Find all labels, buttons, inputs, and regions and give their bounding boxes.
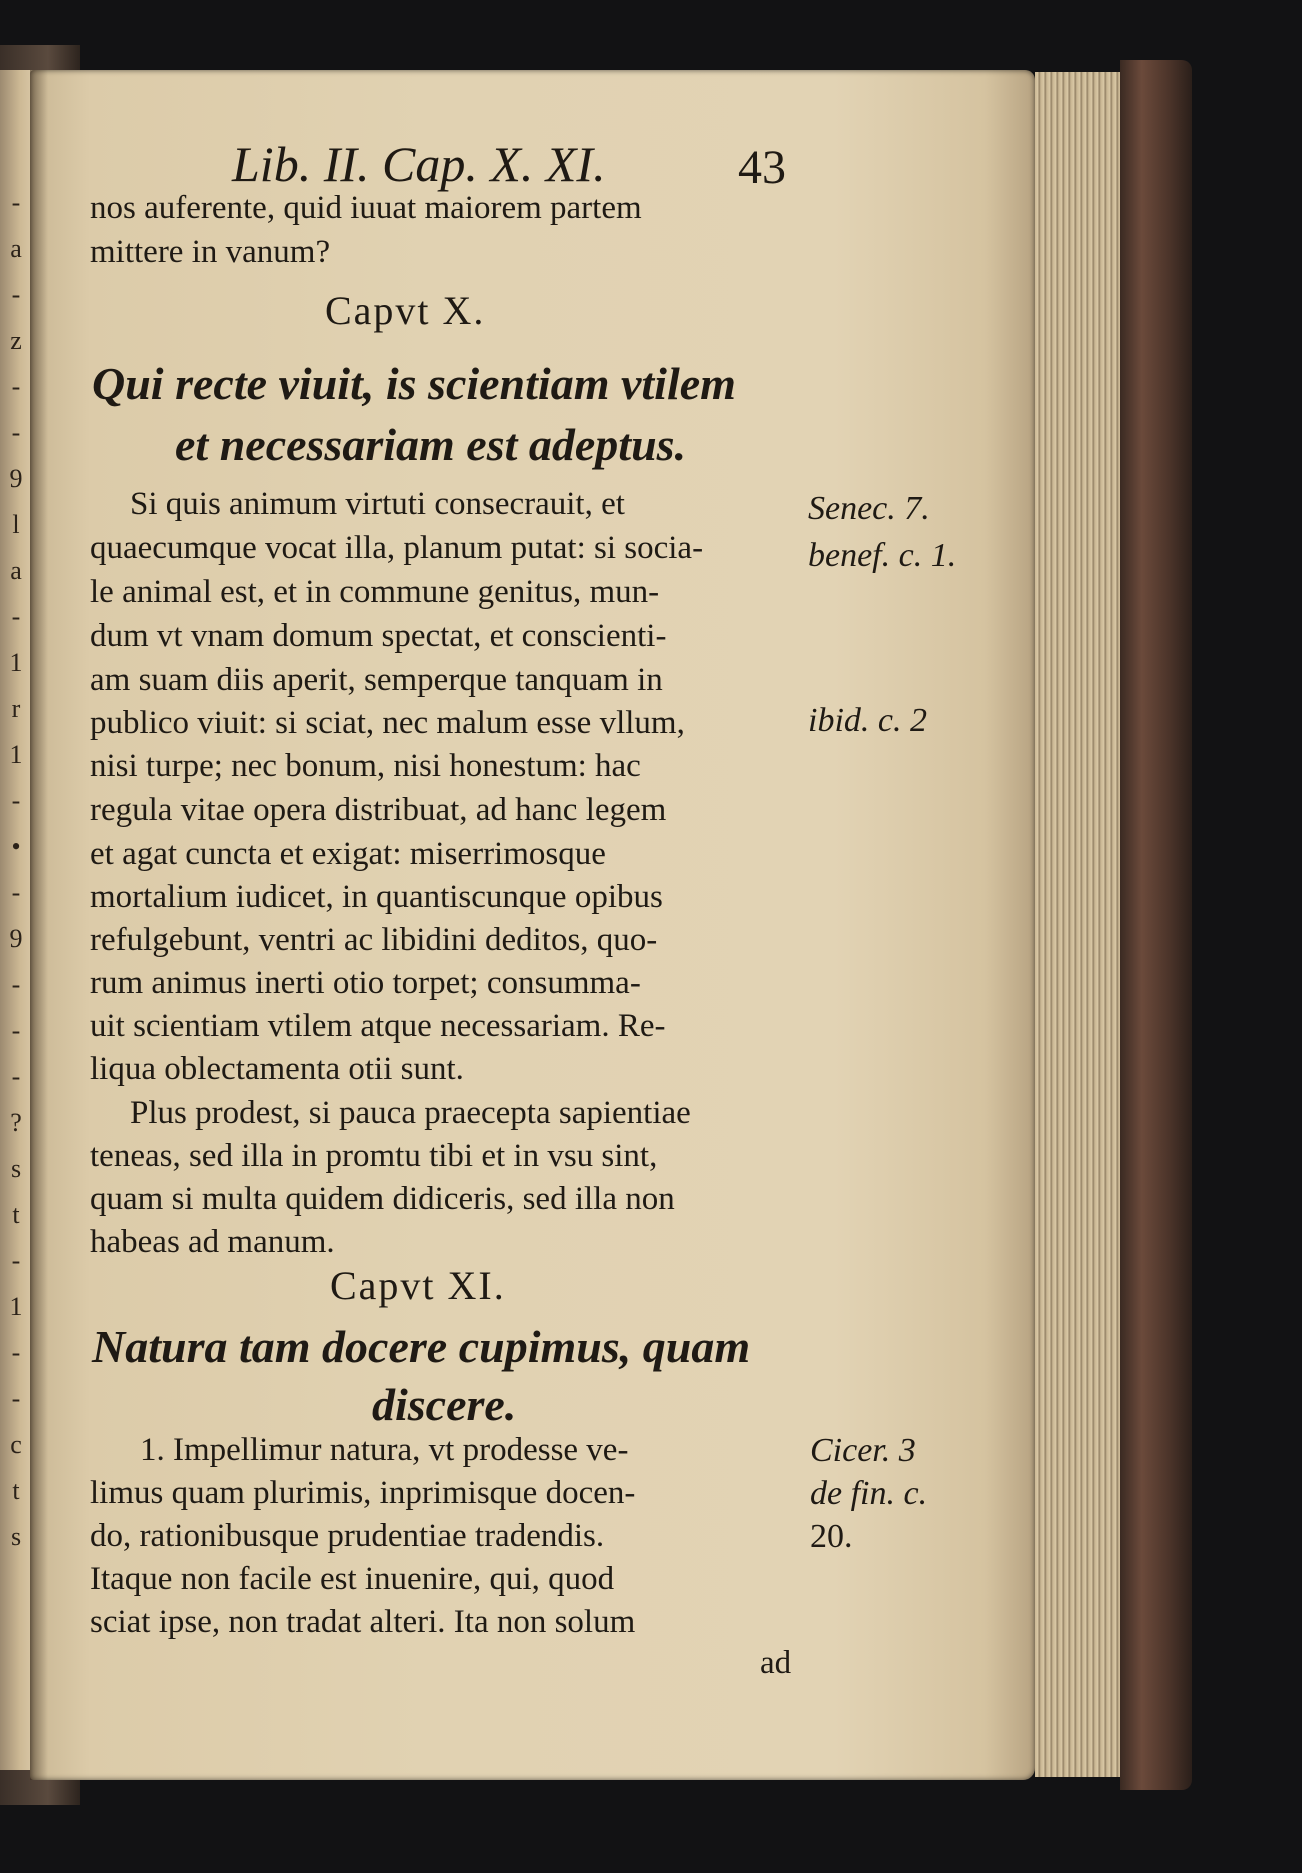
chapter-xi-heading: Capvt XI.: [330, 1263, 506, 1308]
text-line: limus quam plurimis, inprimisque docen-: [90, 1475, 636, 1511]
catchword: ad: [760, 1645, 792, 1681]
text-line: nisi turpe; nec bonum, nisi honestum: hac: [90, 748, 641, 784]
text-line: regula vitae opera distribuat, ad hanc legem: [90, 792, 667, 828]
previous-page-glyph: 9: [9, 464, 23, 493]
chapter-xi-title-line: discere.: [372, 1379, 517, 1430]
previous-page-glyph: l: [12, 510, 20, 539]
text-line: sciat ipse, non tradat alteri. Ita non solum: [90, 1604, 636, 1640]
text-line: do, rationibusque prudentiae tradendis.: [90, 1518, 605, 1554]
previous-page-glyph: -: [11, 786, 21, 815]
previous-page-glyph: 9: [9, 924, 23, 953]
text-line: uit scientiam vtilem atque necessariam. Re-: [90, 1008, 666, 1044]
text-line: Plus prodest, si pauca praecepta sapientiae: [130, 1095, 691, 1131]
text-line: quam si multa quidem didiceris, sed illa non: [90, 1181, 675, 1217]
previous-page-glyph: -: [11, 970, 21, 999]
previous-page-glyph: z: [10, 326, 22, 355]
previous-page-glyph: -: [11, 1384, 21, 1413]
previous-page-glyph: -: [11, 1016, 21, 1045]
gutter-shadow: [30, 70, 48, 1780]
previous-page-glyph: -: [11, 878, 21, 907]
previous-page-glyph: a: [10, 556, 22, 585]
text-line: quaecumque vocat illa, planum putat: si socia-: [90, 530, 704, 566]
previous-page-glyph: t: [12, 1200, 20, 1229]
text-line: teneas, sed illa in promtu tibi et in vsu sint,: [90, 1138, 658, 1174]
text-line: Itaque non facile est inuenire, qui, quod: [90, 1561, 615, 1597]
previous-page-glyph: •: [11, 832, 21, 861]
chapter-xi-title-line: Natura tam docere cupimus, quam: [92, 1321, 751, 1372]
margin-note: Senec. 7.: [808, 490, 930, 527]
previous-page-glyph: a: [10, 234, 22, 263]
previous-page-glyph: -: [11, 1062, 21, 1091]
text-line: 1. Impellimur natura, vt prodesse ve-: [140, 1432, 629, 1468]
previous-page-glyph: 1: [9, 648, 23, 677]
previous-page-glyph: -: [11, 188, 21, 217]
page-number: 43: [738, 141, 786, 194]
previous-page-glyph: s: [10, 1522, 22, 1551]
text-line: le animal est, et in commune genitus, mun-: [90, 574, 660, 610]
previous-page-glyph: r: [11, 694, 21, 723]
previous-page-glyph: -: [11, 372, 21, 401]
margin-note: benef. c. 1.: [808, 537, 957, 574]
text-line: refulgebunt, ventri ac libidini deditos, quo-: [90, 922, 658, 958]
previous-page-glyph: -: [11, 280, 21, 309]
text-line: habeas ad manum.: [90, 1224, 335, 1260]
text-line: publico viuit: si sciat, nec malum esse vllum,: [90, 705, 685, 741]
chapter-x-heading: Capvt X.: [325, 288, 486, 333]
margin-note: de fin. c.: [810, 1475, 928, 1512]
previous-page-glyph: t: [12, 1476, 20, 1505]
previous-page-glyph: -: [11, 1246, 21, 1275]
previous-page-glyph: c: [10, 1430, 22, 1459]
previous-page-glyph: -: [11, 602, 21, 631]
text-line: dum vt vnam domum spectat, et conscienti-: [90, 618, 667, 654]
text-line: liqua oblectamenta otii sunt.: [90, 1051, 464, 1087]
margin-note: 20.: [810, 1518, 853, 1555]
previous-page-glyph: -: [11, 1338, 21, 1367]
text-line: nos auferente, quid iuuat maiorem partem: [90, 190, 642, 226]
chapter-x-title-line: et necessariam est adeptus.: [175, 419, 687, 470]
text-line: mittere in vanum?: [90, 234, 331, 270]
margin-note: Cicer. 3: [810, 1432, 916, 1469]
previous-page-glyph: ?: [10, 1108, 22, 1137]
text-line: am suam diis aperit, semperque tanquam in: [90, 662, 663, 698]
text-line: mortalium iudicet, in quantiscunque opibus: [90, 879, 663, 915]
right-cover: [1120, 60, 1192, 1790]
text-line: et agat cuncta et exigat: miserrimosque: [90, 836, 606, 872]
previous-page-glyph: -: [11, 418, 21, 447]
text-line: Si quis animum virtuti consecrauit, et: [130, 486, 625, 522]
previous-page-glyph: 1: [9, 740, 23, 769]
page-edges: [1035, 72, 1130, 1777]
chapter-x-title-line: Qui recte viuit, is scientiam vtilem: [92, 358, 736, 409]
margin-note: ibid. c. 2: [808, 702, 927, 739]
text-line: rum animus inerti otio torpet; consumma-: [90, 965, 641, 1001]
previous-page-glyph: 1: [9, 1292, 23, 1321]
running-title: Lib. II. Cap. X. XI.: [232, 136, 606, 192]
previous-page-glyph: s: [10, 1154, 22, 1183]
